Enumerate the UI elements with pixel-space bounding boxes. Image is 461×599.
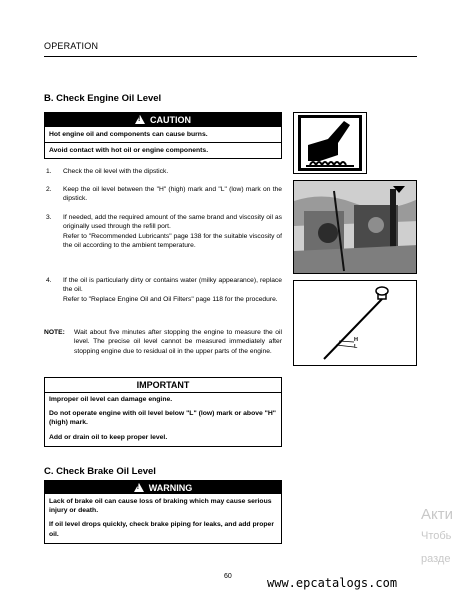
important-line: Do not operate engine with oil level below "L" (low) mark or above "H" (high) mark. [49, 410, 277, 427]
caution-line: Avoid contact with hot oil or engine components. [45, 142, 281, 158]
warning-triangle-icon [134, 483, 144, 492]
engine-photo [293, 180, 417, 274]
activation-watermark-line3: разде [421, 553, 451, 565]
note-label: NOTE: [44, 329, 65, 336]
step-number: 3. [46, 214, 52, 221]
step-2 [46, 185, 282, 204]
section-b-title: B. Check Engine Oil Level [44, 93, 162, 104]
caution-banner-label: CAUTION [150, 114, 191, 125]
dipstick-figure [293, 280, 417, 366]
step-text: Keep the oil level between the "H" (high) mark and "L" (low) mark on the dipstick. [63, 186, 282, 203]
warning-banner-label: WARNING [148, 482, 193, 493]
warning-line: Lack of brake oil can cause loss of braking which may cause serious injury or death. [49, 498, 272, 515]
page-number: 60 [224, 573, 232, 580]
caution-box [44, 112, 282, 159]
activation-watermark-line1: Акти [421, 506, 453, 523]
step-1 [46, 167, 282, 176]
warning-banner [45, 481, 281, 494]
important-box [44, 377, 282, 447]
section-c-title: C. Check Brake Oil Level [44, 466, 156, 477]
note-text: Wait about five minutes after stopping the engine to measure the oil level. The precise oil level cannot be measured immediately after stopping engine due to residual oil in the upper parts of the engine. [74, 329, 282, 355]
caution-banner [45, 113, 281, 126]
section-header: OPERATION [44, 41, 99, 51]
dipstick-low-label: L [354, 344, 358, 350]
step-text: If needed, add the required amount of the same brand and viscosity oil as originally used through the refill port. [63, 214, 282, 231]
warning-box [44, 480, 282, 544]
hot-surface-hand-icon [293, 112, 367, 174]
important-title: IMPORTANT [45, 378, 281, 393]
step-3 [46, 213, 282, 250]
header-rule [44, 56, 417, 57]
caution-line: Hot engine oil and components can cause burns. [45, 126, 281, 142]
step-number: 2. [46, 186, 52, 193]
site-url-watermark: www.epcatalogs.com [267, 576, 398, 590]
activation-watermark-line2: Чтобь [421, 530, 452, 542]
step-reference: Refer to "Recommended Lubricants" page 138 for the suitable viscosity of the oil according to the ambient temperature. [63, 232, 282, 249]
dipstick-high-label: H [354, 337, 358, 343]
step-number: 1. [46, 168, 52, 175]
warning-line: If oil level drops quickly, check brake piping for leaks, and add proper oil. [49, 521, 274, 538]
step-text: If the oil is particularly dirty or contains water (milky appearance), replace the oil. [63, 277, 282, 294]
important-line: Improper oil level can damage engine. [49, 396, 173, 403]
warning-triangle-icon [135, 115, 145, 124]
important-line: Add or drain oil to keep proper level. [49, 433, 168, 441]
step-text: Check the oil level with the dipstick. [63, 168, 169, 175]
step-reference: Refer to "Replace Engine Oil and Oil Filters" page 118 for the procedure. [63, 295, 278, 303]
step-4 [46, 276, 282, 304]
step-number: 4. [46, 277, 52, 284]
note [44, 328, 282, 356]
